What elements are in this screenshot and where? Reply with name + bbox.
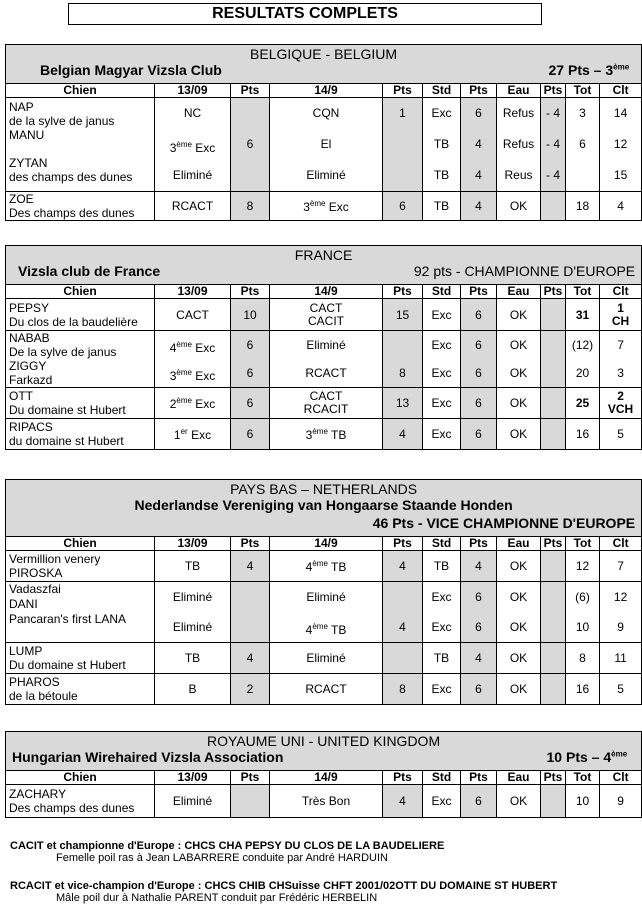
table-row: ZOE Des champs des dunes RCACT 8 3ème Exc 6 TB 4 OK 18 4 — [6, 192, 642, 221]
country-name: FRANCE — [294, 247, 353, 263]
section-header — [6, 246, 642, 285]
country-name: PAYS BAS – NETHERLANDS — [230, 481, 418, 497]
footer-rcacit: RCACIT et vice-champion d'Europe : CHCS CHIB CHSuisse CHFT 2001/02OTT DU DOMAINE ST HUBERT Mâle poil dur à Nathalie PARENT conduit par Frédéric HERBELIN — [10, 880, 558, 904]
column-header-row: Chien 13/09 Pts 14/9 Pts Std Pts Eau Pts Tot Clt — [6, 537, 642, 551]
table-row: OTT Du domaine st Hubert 2ème Exc 6 CACT RCACIT 13 Exc 6 OK 25 2 VCH — [6, 388, 642, 419]
section-header — [6, 45, 642, 84]
club-name: Hungarian Wirehaired Vizsla Association — [12, 749, 284, 765]
dog-names: NAP de la sylve de janus MANU ZYTAN des champs des dunes — [6, 98, 155, 192]
column-header-row: Chien 13/09 Pts 14/9 Pts Std Pts Eau Pts Tot Clt — [6, 84, 642, 98]
club-name: Nederlandse Vereniging van Hongaarse Staande Honden — [134, 497, 513, 513]
table-row: RIPACS du domaine st Hubert 1er Exc 6 3ème TB 4 Exc 6 OK 16 5 — [6, 419, 642, 450]
table-row: Vadaszfai DANI Pancaran's first LANA Eliminé Eliminé Eliminé 4ème TB 4 Exc Exc 6 6 OK OK (6) 10 12 9 — [6, 582, 642, 643]
team-score: 10 Pts – 4ème — [546, 749, 628, 765]
section-belgium — [5, 44, 630, 221]
section-header — [6, 480, 642, 537]
section-header — [6, 732, 642, 771]
table-row: PEPSY Du clos de la baudelière CACT 10 CACT CACIT 15 Exc 6 OK 31 1 CH — [6, 299, 642, 331]
country-name: ROYAUME UNI - UNITED KINGDOM — [207, 733, 441, 749]
team-score: 46 Pts - VICE CHAMPIONNE D'EUROPE — [372, 515, 636, 531]
table-row: NABAB De la sylve de janus ZIGGY Farkazd 4ème Exc 3ème Exc 6 6 Eliminé RCACT 8 Exc Exc 6 6 OK OK (12) 20 7 3 — [6, 331, 642, 388]
section-uk — [5, 731, 629, 818]
table-row: PHAROS de la bétoule B 2 RCACT 8 Exc 6 OK 16 5 — [6, 674, 642, 705]
club-name: Belgian Magyar Vizsla Club — [40, 62, 222, 78]
table-row: NAP de la sylve de janus MANU ZYTAN des champs des dunes NC 3ème Exc Eliminé 6 CQN El Eliminé 1 Exc TB TB 6 4 4 Refus Refus Reus - 4 - 4 - 4 3 6 14 12 15 — [6, 98, 642, 192]
team-score: 92 pts - CHAMPIONNE D'EUROPE — [413, 263, 636, 279]
team-score: 27 Pts – 3ème — [548, 62, 630, 78]
column-header-row: Chien 13/09 Pts 14/9 Pts Std Pts Eau Pts Tot Clt — [6, 285, 642, 299]
table-row: LUMP Du domaine st Hubert TB 4 Eliminé TB 4 OK 8 11 — [6, 643, 642, 674]
section-netherlands — [5, 479, 636, 705]
table-row: ZACHARY Des champs des dunes Eliminé Très Bon 4 Exc 6 OK 10 9 — [6, 785, 642, 818]
footer-cacit: CACIT et championne d'Europe : CHCS CHA PEPSY DU CLOS DE LA BAUDELIERE Femelle poil ras à Jean LABARRERE conduite par André HARDUIN — [10, 840, 445, 864]
table-row: Vermillion venery PIROSKA TB 4 4ème TB 4 TB 4 OK 12 7 — [6, 551, 642, 582]
section-france — [5, 245, 636, 450]
country-name: BELGIQUE - BELGIUM — [250, 46, 398, 62]
column-header-row: Chien 13/09 Pts 14/9 Pts Std Pts Eau Pts Tot Clt — [6, 771, 642, 785]
club-name: Vizsla club de France — [18, 263, 161, 279]
page-title: RESULTATS COMPLETS — [68, 3, 542, 25]
